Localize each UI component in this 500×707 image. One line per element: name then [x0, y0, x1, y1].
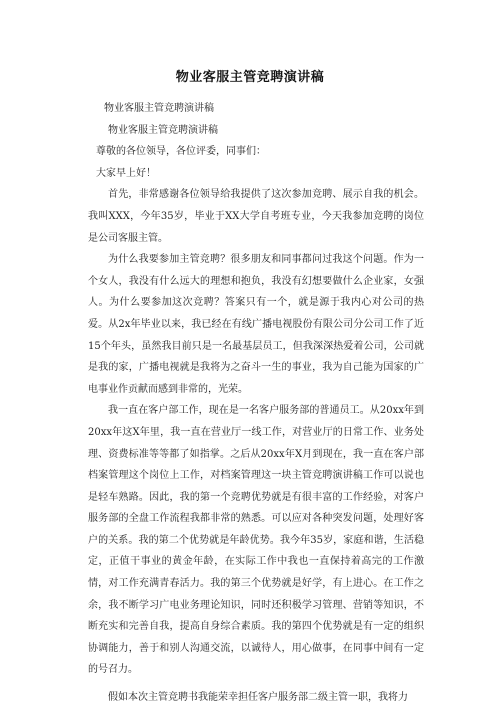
greeting: 大家早上好！ — [96, 167, 156, 179]
paragraph: 为什么我要参加主管竞聘？很多朋友和同事都问过我这个问题。作为一个女人，我没有什么远大的理想和抱负，我没有幻想要做什么企业家，女强人。为什么要参加这次竞聘？答案只有一个，就是源于我内心对公司的热爱。从2x年毕业以来，我已经在有线广播电视股份有限公司分公司工作了近15个年头，虽然我目前只是一名最基层员工，但我深深热爱着公司，公司就是我的家，广播电视就是我将为之奋斗一生的事业，我为自己能为国家的广电事业作贡献而感到非常的，光荣。 — [88, 254, 424, 395]
document-title: 物业客服主管竞聘演讲稿 — [175, 70, 325, 85]
paragraph: 假如本次主管竞聘书我能荣幸担任客户服务部二级主管一职，我将力 — [108, 692, 408, 704]
subtitle-line: 物业客服主管竞聘演讲稿 — [104, 103, 214, 114]
paragraph: 我一直在客户部工作，现在是一名客户服务部的普通员工。从20xx年到20xx年这X年里，我一直在营业厅一线工作，对营业厅的日常工作、业务处理、资费标准等等都了如指掌。之后从20xx年X月到现在，我一直在客户部档案管理这个岗位上工作，对档案管理这一块主管竞聘演讲稿工作可以说也是轻车熟路。因此，我的第一个竞聘优势就是有很丰富的工作经验，对客户服务部的全盘工作流程我都非常的熟悉。可以应对各种突发问题，处理好客户的关系。我的第二个优势就是年龄优势。我今年35岁，家庭和谐，生活稳定，正值干事业的黄金年龄，在实际工作中我也一直保持着高完的工作激情，对工作充满青春活力。我的第三个优势就是好学，有上进心。在工作之余，我不断学习广电业务理论知识，同时还积极学习管理、营销等知识，不断充实和完善自我，提高自身综合素质。我的第四个优势就是有一定的组织协调能力，善于和别人沟通交流，以诚待人，用心做事，在同事中间有一定的号召力。 — [88, 405, 424, 676]
salutation: 尊敬的各位领导，各位评委，同事们： — [96, 146, 266, 158]
paragraph: 首先，非常感谢各位领导给我提供了这次参加竞聘、展示自我的机会。我叫XXX，今年35岁，毕业于XX大学自考班专业，今天我参加竞聘的岗位是公司客服主管。 — [88, 189, 424, 244]
document-body — [88, 98, 424, 707]
subtitle-line: 物业客服主管竞聘演讲稿 — [108, 124, 218, 136]
